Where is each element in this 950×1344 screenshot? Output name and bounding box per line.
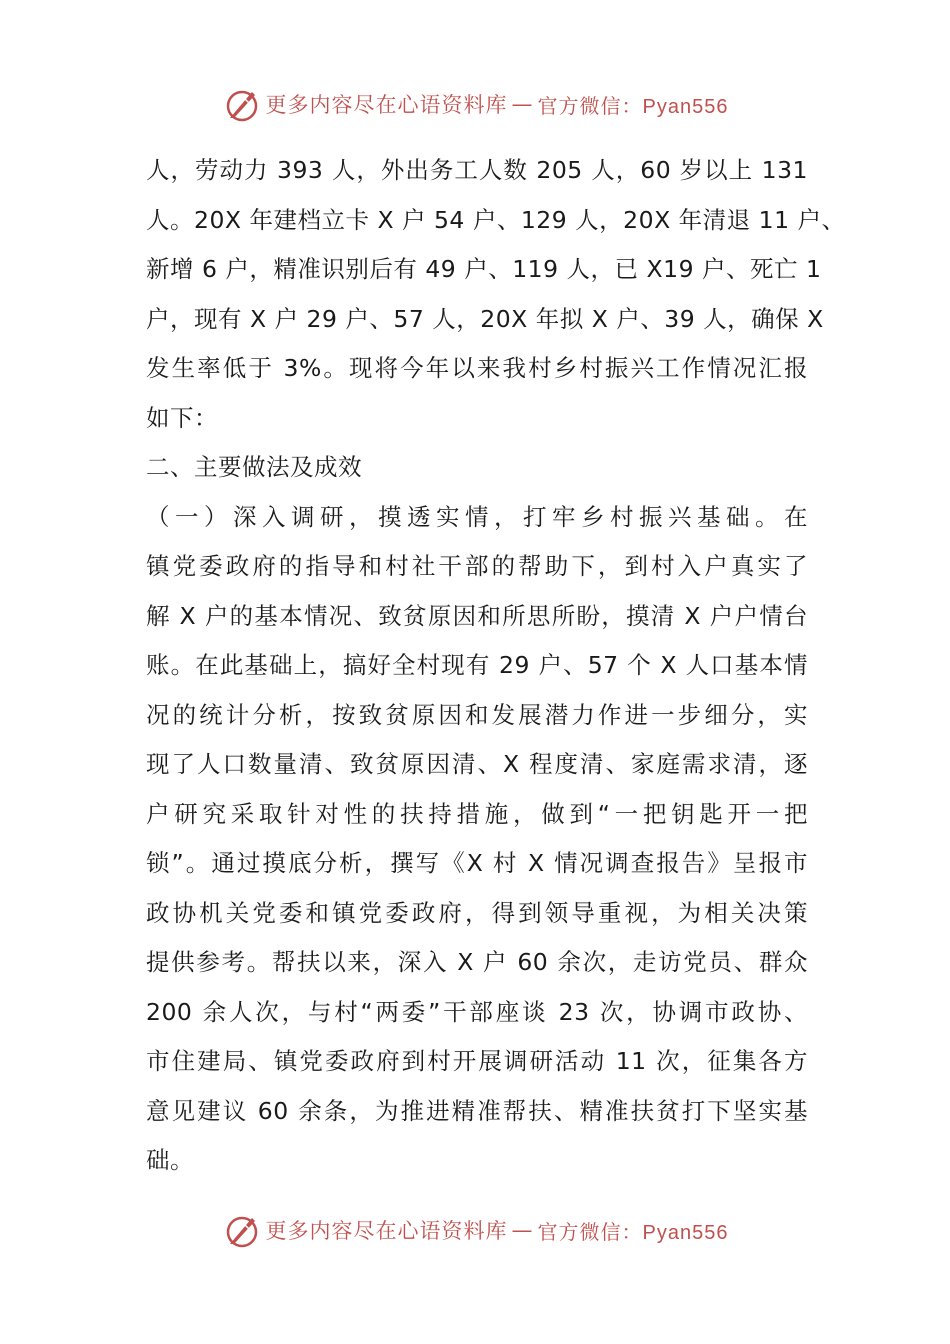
text-line: 发生率低于 3%。现将今年以来我村乡村振兴工作情况汇报 (146, 354, 808, 382)
text-line: （一）深入调研，摸透实情，打牢乡村振兴基础。在 (146, 502, 808, 531)
text-line: 人，劳动力 393 人，外出务工人数 205 人，60 岁以上 131 (146, 156, 808, 184)
text-line: 200 余人次，与村“两委”干部座谈 23 次，协调市政协、 (146, 997, 808, 1026)
text-line: 锁”。通过摸底分析，撰写《X 村 X 情况调查报告》呈报市 (146, 849, 808, 877)
text-line: 现了人口数量清、致贫原因清、X 程度清、家庭需求清，逐 (146, 750, 808, 778)
text-line: 础。 (146, 1146, 194, 1174)
header-watermark-banner (0, 82, 950, 126)
text-line: 人。20X 年建档立卡 X 户 54 户、129 人，20X 年清退 11 户、 (146, 205, 846, 234)
text-line: 意见建议 60 余条，为推进精准帮扶、精准扶贫打下坚实基 (146, 1096, 808, 1125)
banner-text: 更多内容尽在心语资料库 (265, 1219, 508, 1243)
footer-watermark-banner (0, 1208, 950, 1252)
text-line: 镇党委政府的指导和村社干部的帮助下，到村入户真实了 (146, 552, 808, 580)
banner-suffix: 官方微信：Pyan556 (537, 95, 729, 118)
text-line: 提供参考。帮扶以来，深入 X 户 60 余次，走访党员、群众 (146, 948, 808, 976)
text-line: 解 X 户的基本情况、致贫原因和所思所盼，摸清 X 户户情台 (146, 601, 808, 630)
text-line: 户研究采取针对性的扶持措施，做到“一把钥匙开一把 (146, 799, 808, 828)
quill-logo-icon (222, 84, 262, 124)
text-line: 如下： (146, 403, 218, 432)
text-line: 新增 6 户，精准识别后有 49 户、119 人，已 X19 户、死亡 1 (146, 255, 822, 283)
text-line: 账。在此基础上，搞好全村现有 29 户、57 个 X 人口基本情 (146, 651, 808, 679)
text-line: 政协机关党委和镇党委政府，得到领导重视，为相关决策 (146, 898, 808, 927)
banner-text: 更多内容尽在心语资料库 (265, 93, 508, 117)
quill-logo-icon (222, 1210, 262, 1250)
banner-separator: — (511, 92, 534, 116)
text-line: 况的统计分析，按致贫原因和发展潜力作进一步细分，实 (146, 700, 808, 729)
text-line: 市住建局、镇党委政府到村开展调研活动 11 次，征集各方 (146, 1047, 808, 1075)
text-line: 户，现有 X 户 29 户、57 人，20X 年拟 X 户、39 人，确保 X (146, 304, 824, 333)
text-line: 二、主要做法及成效 (146, 453, 362, 481)
document-body (146, 146, 846, 1186)
banner-suffix: 官方微信：Pyan556 (537, 1221, 729, 1244)
banner-separator: — (511, 1218, 534, 1242)
